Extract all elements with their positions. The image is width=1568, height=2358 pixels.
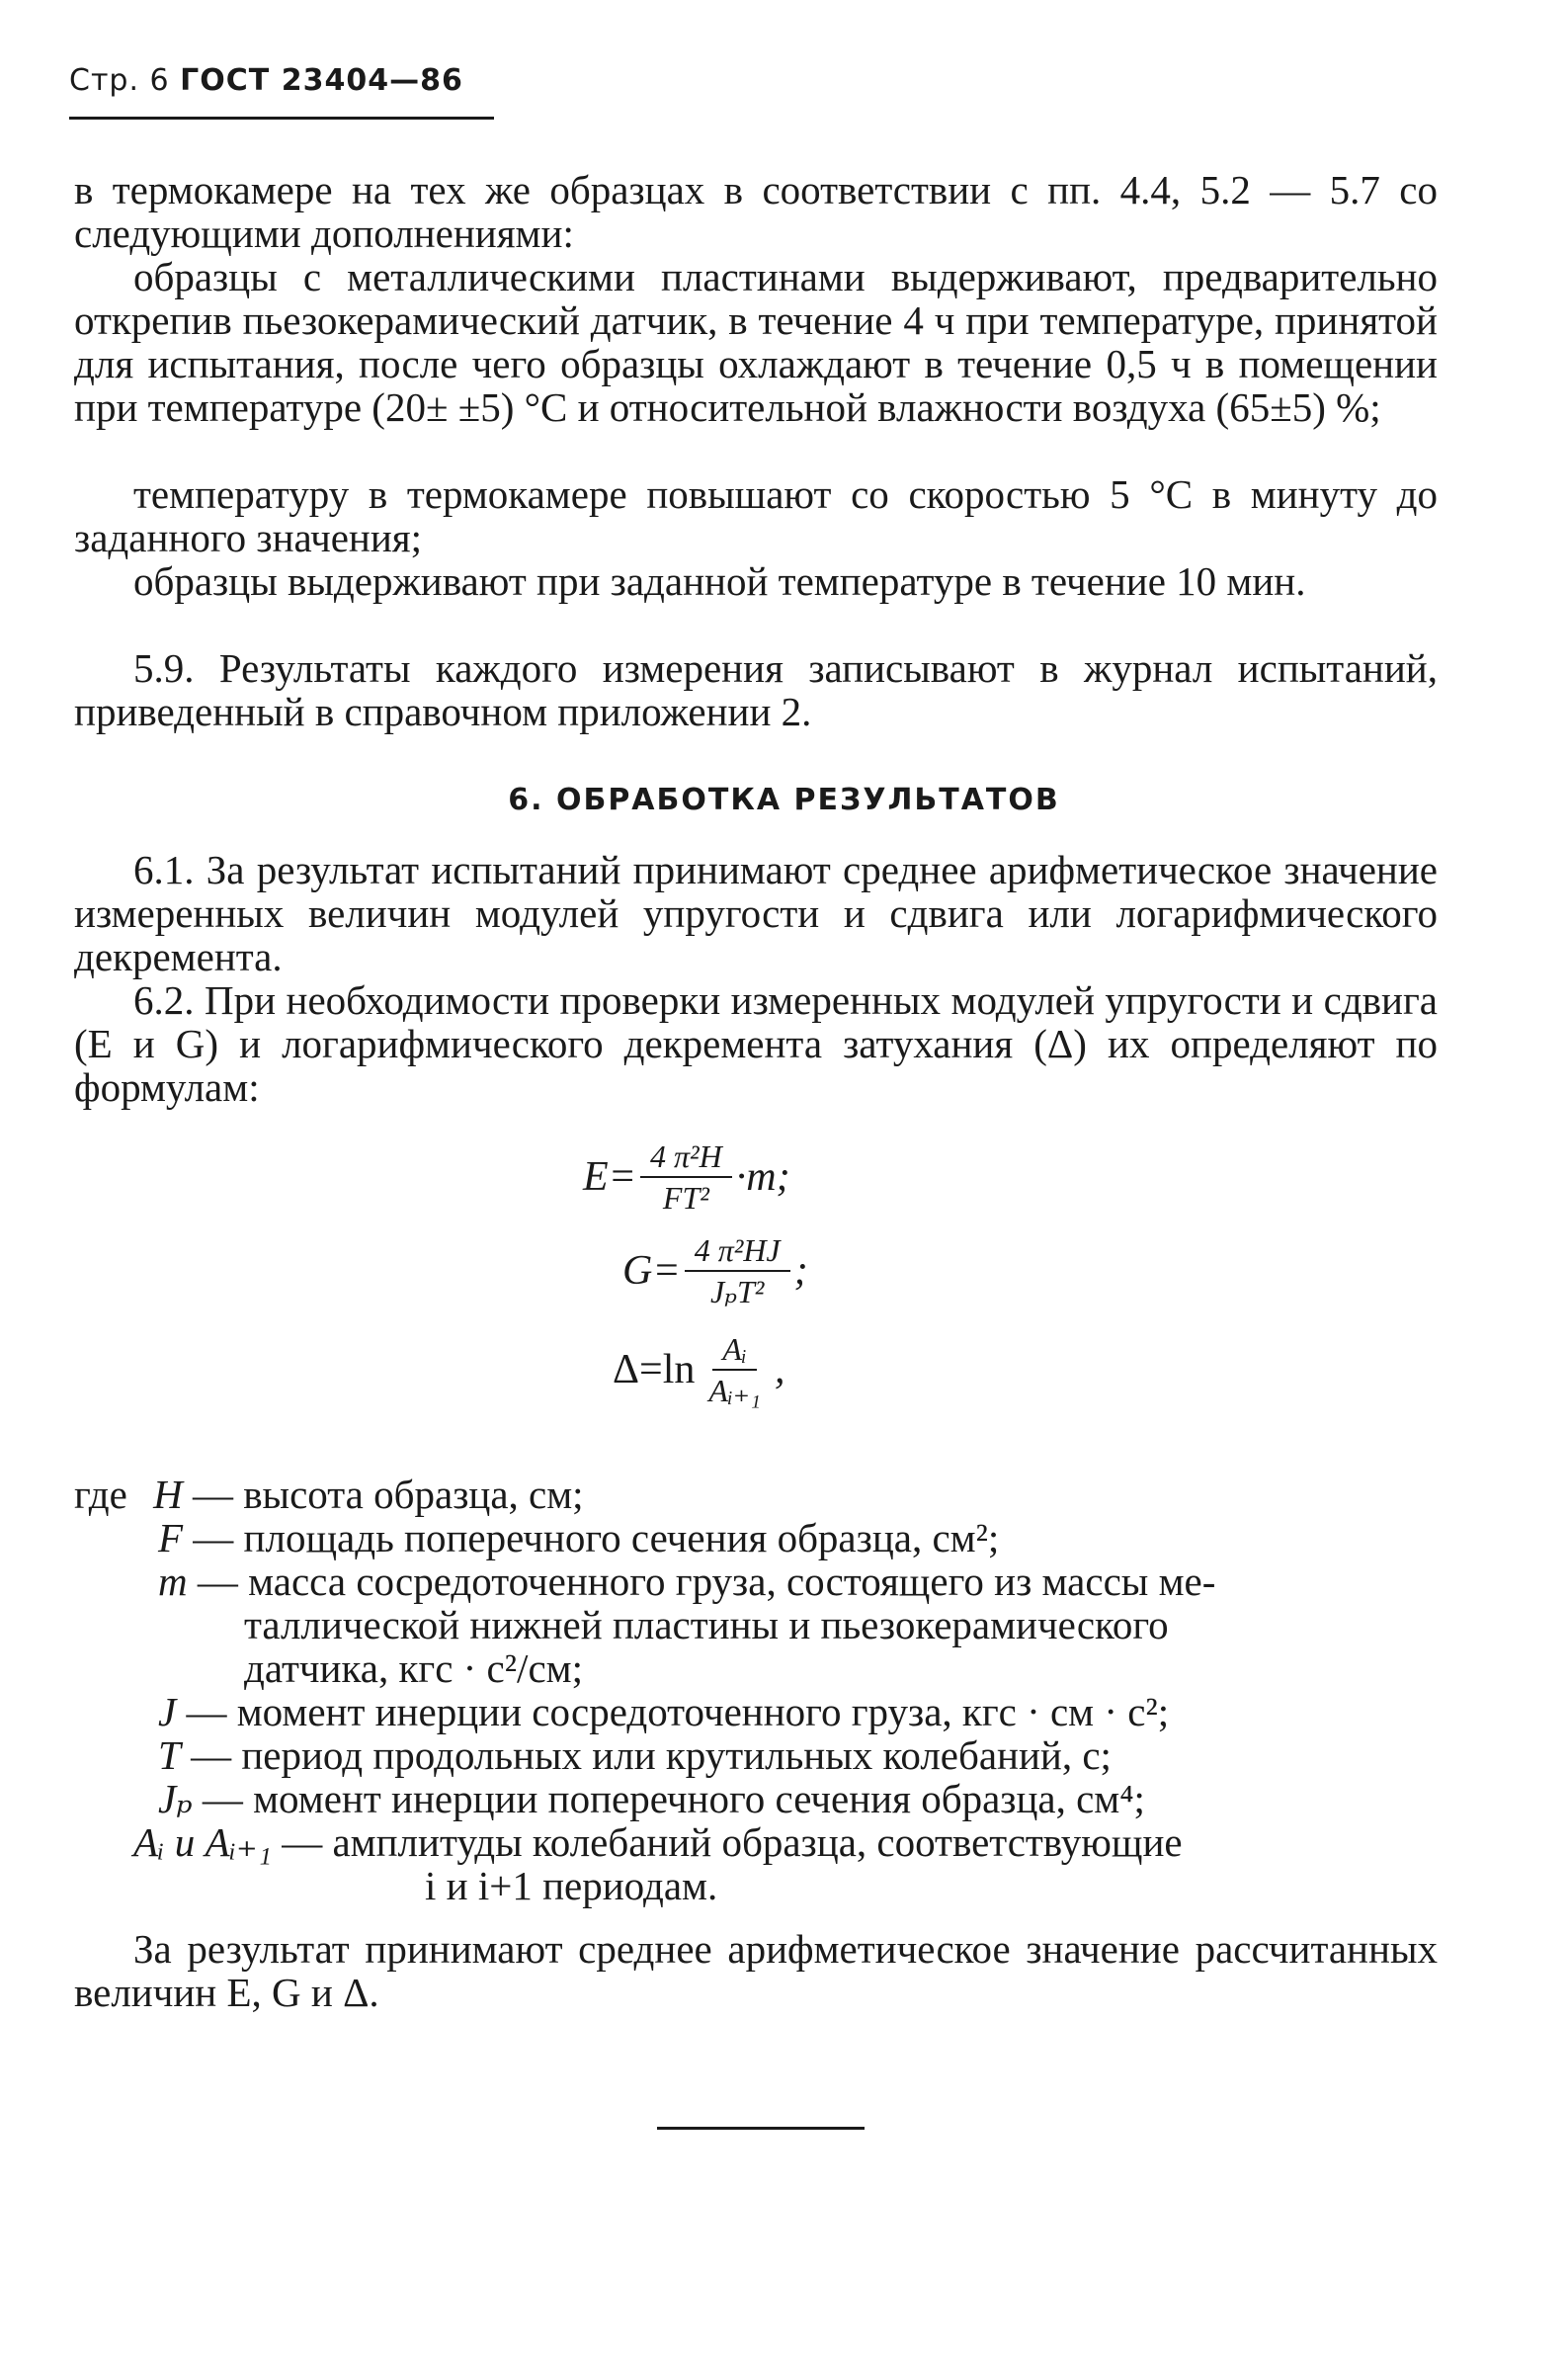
paragraph-5-9: 5.9. Результаты каждого измерения записывают в журнал испытаний, приведенный в справочном приложении 2.: [74, 645, 1438, 734]
definition-row: [158, 1559, 1522, 1603]
where-label: где: [74, 1472, 127, 1517]
formula-g-tail: ;: [793, 1248, 808, 1294]
paragraph-4: образцы выдерживают при заданной температуре в течение 10 мин.: [133, 558, 1306, 604]
paragraph-1: в термокамере на тех же образцах в соответствии с пп. 4.4, 5.2 — 5.7 со следующими дополнениями:: [74, 167, 1438, 256]
definition-row: [158, 1690, 1522, 1733]
formula-delta-tail: ,: [775, 1347, 785, 1392]
formula-e-denominator: FT²: [662, 1180, 709, 1216]
definition-text: — масса сосредоточенного груза, состоящего из массы ме-: [197, 1558, 1216, 1604]
definition-text: i и i+1 периодам.: [425, 1863, 718, 1908]
formula-g: [622, 1230, 808, 1311]
section-heading: 6. ОБРАБОТКА РЕЗУЛЬТАТОВ: [508, 783, 1060, 817]
formula-g-denominator: JₚT²: [709, 1274, 765, 1309]
definition-row: [244, 1646, 1568, 1690]
definition-row: [74, 1473, 1438, 1516]
definition-symbol: m: [158, 1558, 188, 1604]
formula-e: [583, 1137, 790, 1218]
formula-delta-lhs: Δ=ln: [613, 1347, 696, 1392]
paragraph-3: температуру в термокамере повышают со скоростью 5 °С в минуту до заданного значения;: [74, 471, 1438, 560]
definition-row: [158, 1516, 1522, 1559]
definition-row: [158, 1733, 1522, 1777]
formula-e-numerator: 4 π²H: [640, 1137, 732, 1178]
definition-symbol: F: [158, 1515, 184, 1560]
standard-code: ГОСТ 23404—86: [180, 63, 463, 98]
definition-row: [244, 1603, 1568, 1646]
definition-text: таллической нижней пластины и пьезокерамического: [244, 1602, 1169, 1647]
header-rule: [69, 117, 494, 120]
definition-text: — площадь поперечного сечения образца, см²;: [193, 1515, 1000, 1560]
formula-g-fraction: [685, 1230, 790, 1311]
paragraph-6-1: 6.1. За результат испытаний принимают среднее арифметическое значение измеренных величин модулей упругости и сдвига или логарифмического декремента.: [74, 847, 1438, 979]
definition-text: — момент инерции сосредоточенного груза, кгс · см · с²;: [186, 1689, 1170, 1734]
definition-text: — высота образца, см;: [192, 1472, 584, 1517]
definition-row: [425, 1864, 1568, 1907]
definition-symbol: Aᵢ и Aᵢ₊₁: [133, 1819, 272, 1865]
formula-delta-fraction: [699, 1329, 771, 1410]
page-header: [69, 63, 463, 98]
definition-text: — период продольных или крутильных колебаний, с;: [191, 1732, 1112, 1778]
formula-delta: [613, 1329, 785, 1410]
paragraph-2: образцы с металлическими пластинами выдерживают, предварительно открепив пьезокерамический датчик, в течение 4 ч при температуре, принятой для испытания, после чего образцы охлаждают в течение 0,5 ч в помещении при температуре (20± ±5) °С и относительной влажности воздуха (65±5) %;: [74, 254, 1438, 430]
definition-symbol: T: [158, 1732, 181, 1778]
end-rule: [657, 2127, 865, 2130]
definition-text: — момент инерции поперечного сечения образца, см⁴;: [202, 1776, 1145, 1821]
page-number: Стр. 6: [69, 63, 170, 98]
formula-e-fraction: [640, 1137, 732, 1218]
definition-symbol: Jₚ: [158, 1776, 193, 1821]
formula-e-lhs: E=: [583, 1154, 636, 1200]
formula-e-tail: ·m;: [735, 1154, 790, 1200]
definition-text: — амплитуды колебаний образца, соответствующие: [282, 1819, 1183, 1865]
definition-row: [133, 1820, 1497, 1864]
formula-delta-denominator: Aᵢ₊₁: [708, 1373, 761, 1408]
formula-delta-numerator: Aᵢ: [712, 1329, 757, 1371]
formula-g-lhs: G=: [622, 1248, 681, 1294]
conclusion-paragraph: За результат принимают среднее арифметическое значение рассчитанных величин E, G и Δ.: [74, 1926, 1438, 2015]
definition-symbol: J: [158, 1689, 177, 1734]
definition-text: датчика, кгс · с²/см;: [244, 1645, 583, 1691]
definition-symbol: H: [153, 1472, 183, 1517]
formula-g-numerator: 4 π²HJ: [685, 1230, 790, 1272]
paragraph-6-2: 6.2. При необходимости проверки измеренных модулей упругости и сдвига (E и G) и логарифмического декремента затухания (Δ) их определяют по формулам:: [74, 977, 1438, 1110]
definition-row: [158, 1777, 1522, 1820]
